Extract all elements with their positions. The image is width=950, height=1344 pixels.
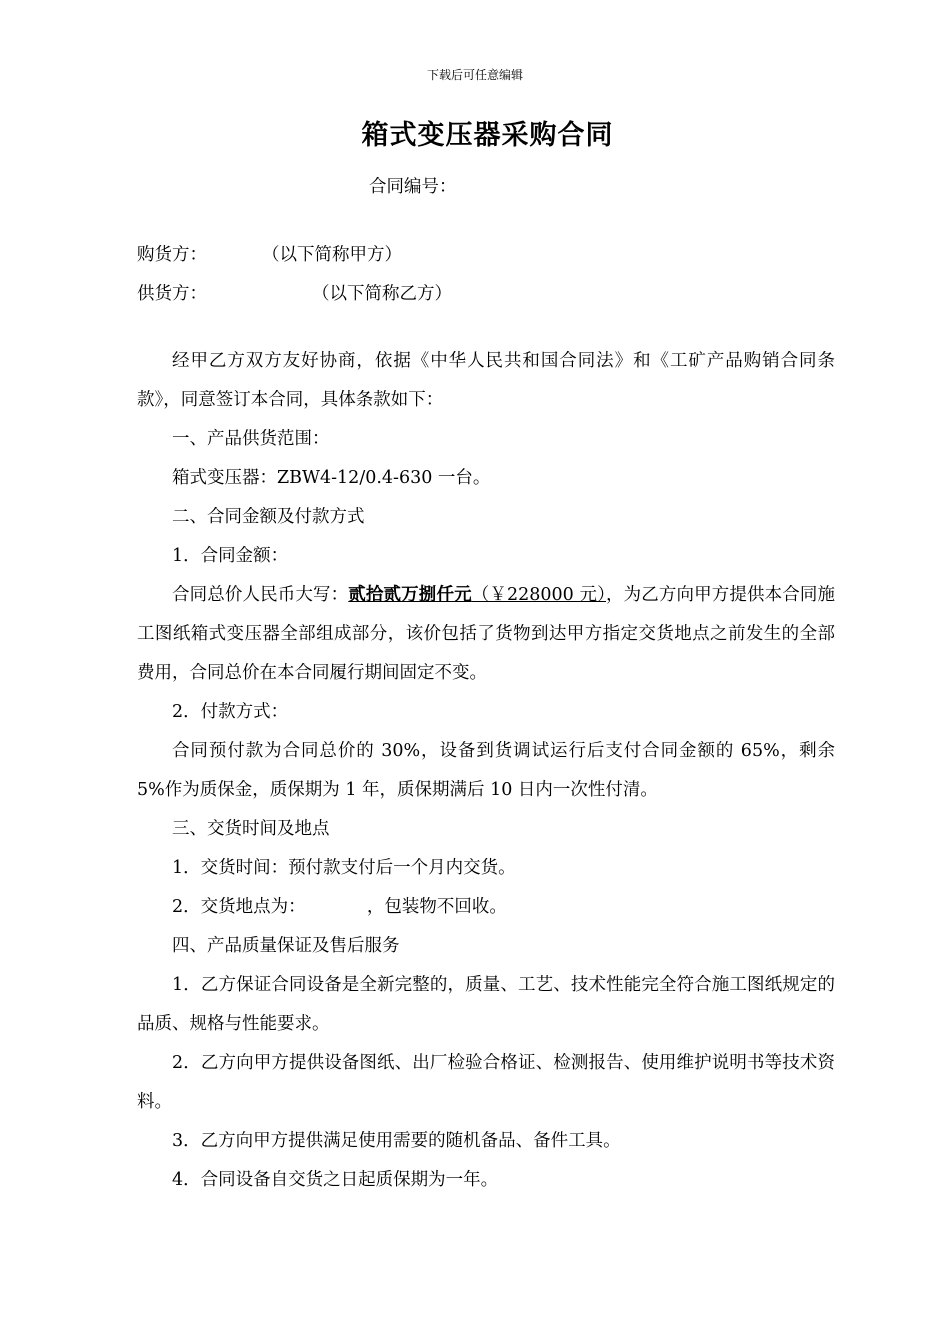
section-1-heading: 一、产品供货范围： [172,429,330,449]
amount-suffix: ，为乙方向甲方提供本合同施工图纸箱式变压器全部组成部分，该价包括了货物到达甲方指定交货地点之前发生的全部费用，合同总价在本合同履行期间固定不变。 [137,585,836,683]
section-3-2: 2．交货地点为： ，包装物不回收。 [172,897,507,917]
section-2-heading: 二、合同金额及付款方式 [172,507,365,527]
section-4-1: 1．乙方保证合同设备是全新完整的，质量、工艺、技术性能完全符合施工图纸规定的品质、规格与性能要求。 [137,975,835,1034]
supplier-note: （以下简称乙方） [312,284,452,304]
section-2-2-heading: 2．付款方式： [172,702,289,722]
payment-terms-paragraph: 合同预付款为合同总价的 30%，设备到货调试运行后支付合同金额的 65%，剩余 5%作为质保金，质保期为 1 年，质保期满后 10 日内一次性付清。 [137,741,835,800]
section-4-3: 3．乙方向甲方提供满足使用需要的随机备品、备件工具。 [172,1131,621,1151]
supplier-label: 供货方： [137,284,207,304]
intro-paragraph: 经甲乙方双方友好协商，依据《中华人民共和国合同法》和《工矿产品购销合同条款》，同意签订本合同，具体条款如下： [137,351,835,410]
section-3-1: 1．交货时间：预付款支付后一个月内交货。 [172,858,516,878]
amount-in-numbers: （￥228000 元） [471,585,606,605]
header-note: 下载后可任意编辑 [426,68,523,82]
contract-amount-paragraph [137,576,835,693]
section-4-2: 2．乙方向甲方提供设备图纸、出厂检验合格证、检测报告、使用维护说明书等技术资料。 [137,1053,835,1112]
document-title: 箱式变压器采购合同 [361,120,614,151]
buyer-label: 购货方： [137,245,207,265]
buyer-note: （以下简称甲方） [262,245,402,265]
section-4-heading: 四、产品质量保证及售后服务 [172,936,400,956]
section-1-item: 箱式变压器：ZBW4-12/0.4-630 一台。 [172,468,491,488]
contract-number-label: 合同编号： [369,177,457,197]
section-4-4: 4．合同设备自交货之日起质保期为一年。 [172,1170,499,1190]
section-2-1-heading: 1．合同金额： [172,546,289,566]
amount-prefix: 合同总价人民币大写： [172,585,349,605]
contract-body [137,342,835,1200]
section-3-heading: 三、交货时间及地点 [172,819,330,839]
amount-in-words: 贰拾贰万捌仟元 [348,585,472,605]
